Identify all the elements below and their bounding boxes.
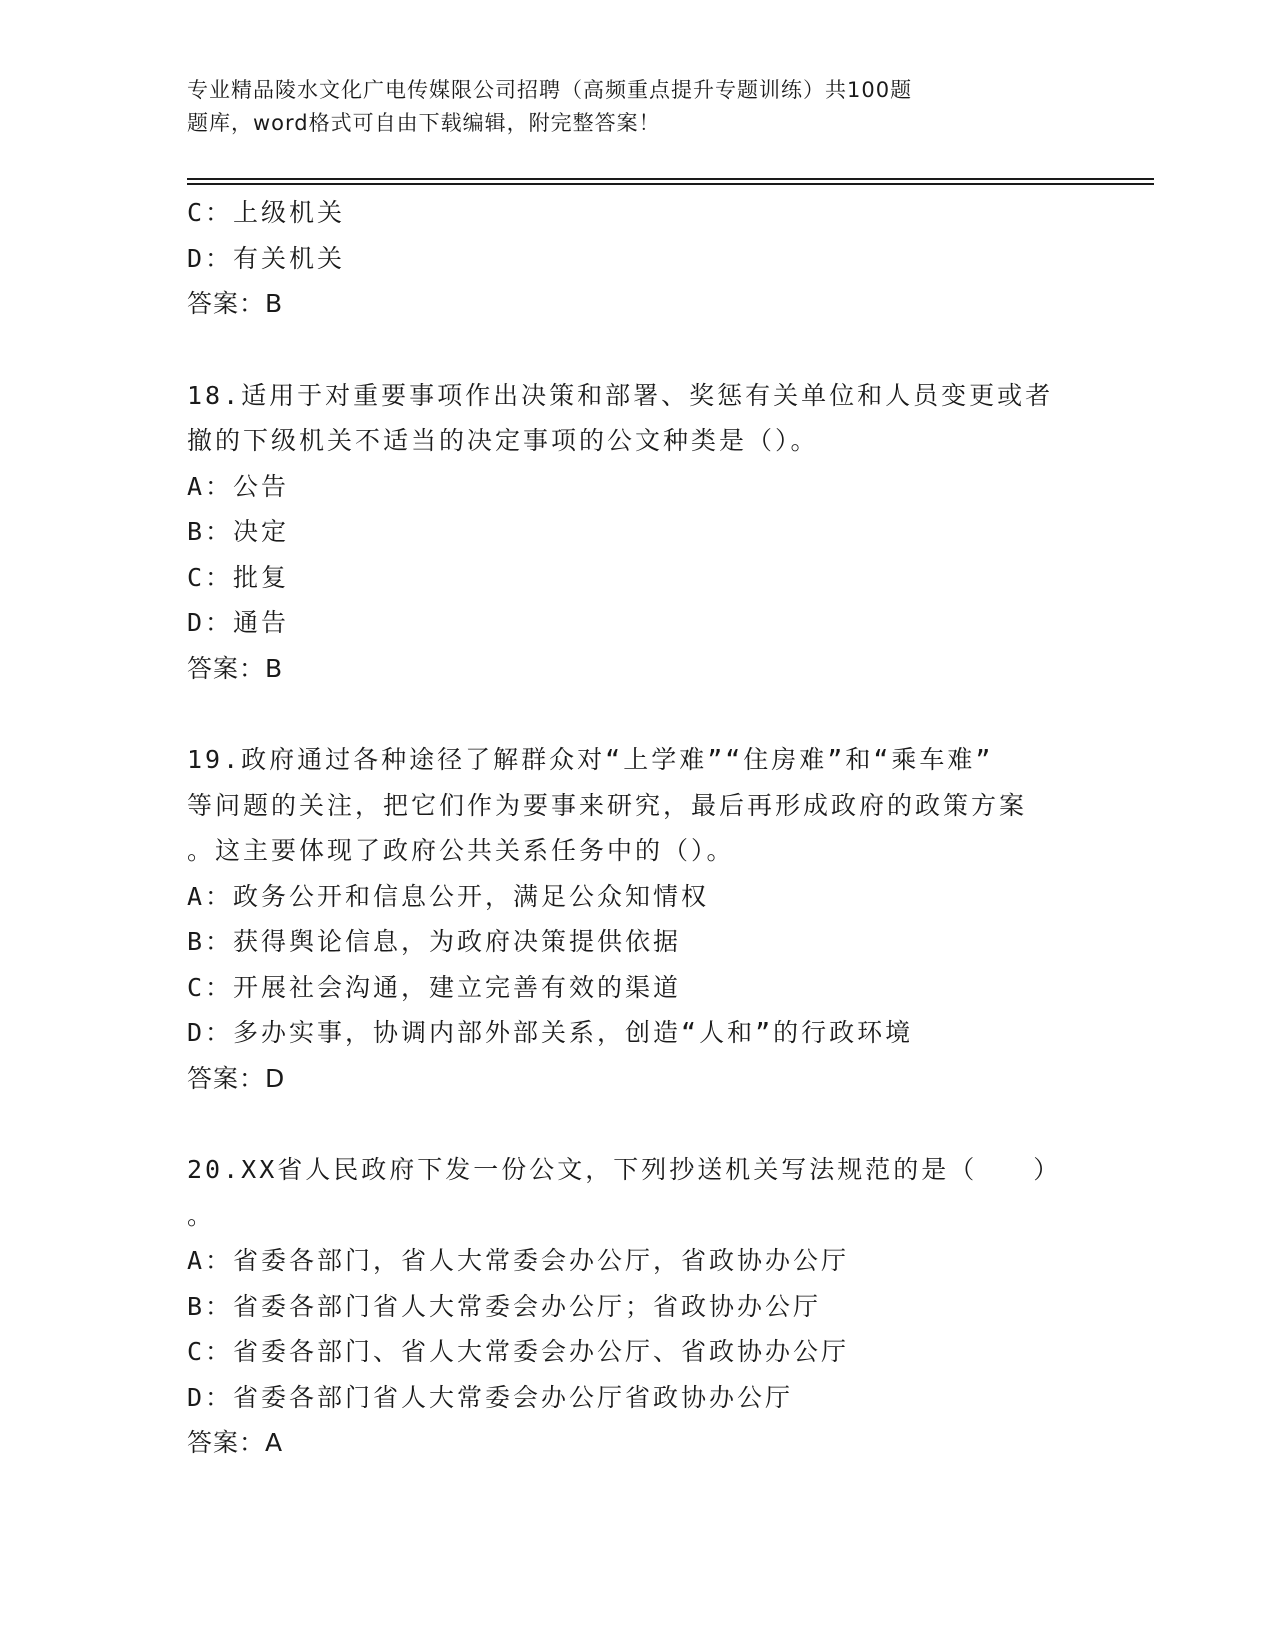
option-d: D：省委各部门省人大常委会办公厅省政协办公厅: [187, 1382, 794, 1412]
answer-line: 答案：D: [187, 1063, 286, 1093]
question-stem-line: 。: [187, 1200, 216, 1230]
header-title-line-2: 题库，word格式可自由下载编辑，附完整答案！: [187, 111, 661, 135]
option-b: B：省委各部门省人大常委会办公厅；省政协办公厅: [187, 1291, 822, 1321]
question-spacer: [187, 1101, 1087, 1147]
question-stem-line: 20.XX省人民政府下发一份公文，下列抄送机关写法规范的是（ ）: [187, 1155, 1062, 1184]
option-c: C：上级机关: [187, 198, 346, 227]
option-c: C：批复: [187, 562, 290, 592]
option-a: A：公告: [187, 471, 290, 501]
question-17-continued: [187, 190, 1087, 327]
question-stem-line: 18.适用于对重要事项作出决策和部署、奖惩有关单位和人员变更或者: [187, 380, 1054, 410]
question-spacer: [187, 327, 1087, 373]
option-a: A：政务公开和信息公开，满足公众知情权: [187, 881, 710, 911]
question-list: [187, 190, 1087, 1466]
question-stem-line: 等问题的关注，把它们作为要事来研究，最后再形成政府的政策方案: [187, 790, 1028, 820]
question-stem-line: 撤的下级机关不适当的决定事项的公文种类是（）。: [187, 426, 819, 455]
option-d: D：通告: [187, 608, 290, 637]
header-title-line-1: 专业精品陵水文化广电传媒限公司招聘（高频重点提升专题训练）共100题: [187, 78, 913, 102]
option-d: D：有关机关: [187, 243, 346, 273]
question-19: [187, 737, 1087, 1101]
header-divider-top: [187, 178, 1154, 180]
option-b: B：决定: [187, 517, 290, 546]
answer-line: 答案：B: [187, 653, 284, 683]
option-d: D：多办实事，协调内部外部关系，创造“人和”的行政环境: [187, 1018, 914, 1047]
document-header: [187, 74, 1027, 140]
answer-line: 答案：B: [187, 289, 284, 318]
option-a: A：省委各部门，省人大常委会办公厅，省政协办公厅: [187, 1246, 850, 1275]
header-divider-bottom: [187, 183, 1154, 185]
question-stem-line: 19.政府通过各种途径了解群众对“上学难”“住房难”和“乘车难”: [187, 745, 994, 774]
option-c: C：省委各部门、省人大常委会办公厅、省政协办公厅: [187, 1337, 850, 1366]
question-spacer: [187, 691, 1087, 737]
answer-line: 答案：A: [187, 1428, 284, 1457]
option-b: B：获得舆论信息，为政府决策提供依据: [187, 927, 682, 956]
question-stem-line: 。这主要体现了政府公共关系任务中的（）。: [187, 836, 735, 865]
question-18: [187, 373, 1087, 692]
option-c: C：开展社会沟通，建立完善有效的渠道: [187, 972, 682, 1002]
question-20: [187, 1147, 1087, 1466]
